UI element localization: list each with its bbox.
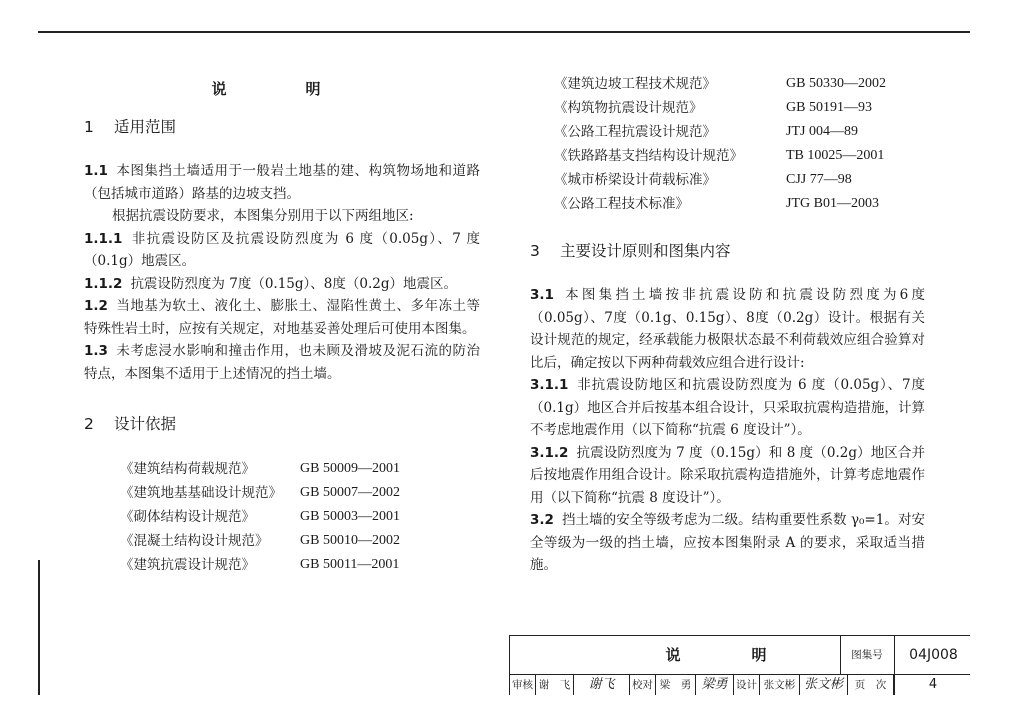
clause-3-1-1-text: 非抗震设防地区和抗震设防烈度为 6 度（0.05g）、7度（0.1g）地区合并后按基本组合设计，只采取抗震构造措施，计算不考虑地震作用（以下简称“抗震 6 度设计”）。 (530, 377, 925, 438)
standard-row (84, 457, 480, 481)
standard-code: CJJ 77—98 (786, 172, 852, 187)
clause-3-1-2-text: 抗震设防烈度为 7 度（0.15g）和 8 度（0.2g）地区合并后按地震作用组合设计。除采取抗震构造措施外，计算考虑地震作用（以下简称“抗震 8 度设计”）。 (530, 444, 925, 506)
clause-1-1-2-number: 1.1.2 (84, 275, 123, 292)
standard-code: GB 50191—93 (786, 100, 872, 115)
standard-row (530, 96, 925, 120)
atlas-number: 04J008 (894, 636, 972, 674)
right-column (530, 72, 925, 577)
clause-1-2 (84, 295, 480, 340)
section-2-heading (84, 413, 480, 437)
checker-name: 梁 勇 (656, 675, 696, 695)
section-2-title: 设计依据 (114, 415, 177, 433)
standard-name: 《建筑边坡工程技术规范》 (554, 76, 716, 92)
standard-name: 《建筑结构荷载规范》 (120, 461, 255, 477)
clause-3-1-text: 本图集挡土墙按非抗震设防和抗震设防烈度为6度（0.05g）、7度（0.1g、0.15g）、8度（0.2g）设计。根据有关设计规范的规定，经承载能力极限状态最不利荷载效应组合验算对比后，确定按以下两种荷载效应组合进行设计: (530, 287, 925, 371)
standard-row (530, 72, 925, 96)
atlas-number-label: 图集号 (851, 649, 883, 661)
clause-3-1-1-number: 3.1.1 (530, 377, 569, 393)
section-3-heading (530, 240, 925, 264)
review-label: 审核 (510, 675, 536, 695)
clause-3-1-2-number: 3.1.2 (530, 444, 569, 461)
section-3-title: 主要设计原则和图集内容 (560, 242, 731, 260)
standard-code: GB 50003—2001 (300, 509, 400, 524)
clause-3-2-text: 挡土墙的安全等级考虑为二级。结构重要性系数 γ₀=1。对安全等级为一级的挡土墙，应按本图集附录 A 的要求，采取适当措施。 (530, 512, 925, 573)
clause-3-1-2 (530, 442, 925, 510)
title-block-header (510, 636, 970, 675)
frame-top-line (38, 31, 970, 33)
standards-list-right (530, 72, 925, 216)
clause-3-2-number: 3.2 (530, 512, 554, 528)
standard-name: 《建筑地基基础设计规范》 (120, 485, 282, 501)
clause-1-2-text: 当地基为软土、液化土、膨胀土、湿陷性黄土、多年冻土等特殊性岩土时，应按有关规定，对地基妥善处理后可使用本图集。 (84, 298, 480, 337)
standard-name: 《铁路路基支挡结构设计规范》 (554, 148, 743, 164)
standard-code: GB 50010—2002 (300, 533, 400, 548)
section-1-heading (84, 116, 480, 140)
standard-code: TB 10025—2001 (786, 148, 885, 163)
standard-code: GB 50330—2002 (786, 76, 886, 91)
frame-left-line (38, 560, 40, 695)
standard-row (530, 192, 925, 216)
left-column (84, 78, 480, 577)
standard-name: 《公路工程技术标准》 (554, 196, 689, 212)
title-block-signatures (510, 675, 970, 695)
check-label: 校对 (630, 675, 656, 695)
clause-3-2 (530, 509, 925, 577)
section-3-number: 3 (530, 242, 540, 260)
standard-name: 《建筑抗震设计规范》 (120, 557, 255, 573)
clause-3-1-1 (530, 374, 925, 442)
clause-3-1-number: 3.1 (530, 287, 554, 303)
section-1-number: 1 (84, 118, 94, 136)
clause-1-1-number: 1.1 (84, 163, 108, 179)
clause-1-1-2-text: 抗震设防烈度为 7度（0.15g）、8度（0.2g）地震区。 (130, 275, 457, 292)
design-label: 设计 (734, 675, 760, 695)
standard-row (530, 144, 925, 168)
standard-code: GB 50009—2001 (300, 461, 400, 476)
standards-list-left (84, 457, 480, 577)
section-2-number: 2 (84, 415, 94, 433)
title-block-title: 说 明 (665, 646, 795, 664)
clause-1-1-1-number: 1.1.1 (84, 230, 123, 247)
clause-1-2-number: 1.2 (84, 298, 108, 314)
clause-1-3 (84, 340, 480, 385)
clause-1-1 (84, 160, 480, 205)
standard-row (84, 505, 480, 529)
page-number: 4 (894, 675, 971, 695)
clause-1-1-1 (84, 228, 480, 273)
standard-code: GB 50011—2001 (300, 557, 400, 572)
standard-name: 《公路工程抗震设计规范》 (554, 124, 716, 140)
page-label: 页 次 (848, 675, 894, 695)
clause-1-1-2 (84, 273, 480, 296)
standard-name: 《砌体结构设计规范》 (120, 509, 255, 525)
standard-name: 《构筑物抗震设计规范》 (554, 100, 703, 116)
clause-1-1-text: 本图集挡土墙适用于一般岩土地基的建、构筑物场地和道路（包括城市道路）路基的边坡支挡。 (84, 163, 480, 202)
standard-row (84, 529, 480, 553)
standard-row (84, 481, 480, 505)
reviewer-signature: 谢飞 (574, 675, 630, 695)
clause-3-1 (530, 284, 925, 374)
designer-signature: 张文彬 (800, 675, 848, 695)
page-title: 说 明 (211, 80, 353, 98)
clause-1-1-1-text: 非抗震设防区及抗震设防烈度为 6 度（0.05g）、7 度（0.1g）地震区。 (84, 230, 480, 269)
designer-name: 张文彬 (760, 675, 800, 695)
standard-name: 《混凝土结构设计规范》 (120, 533, 269, 549)
clause-1-intro: 根据抗震设防要求，本图集分别用于以下两组地区: (112, 208, 414, 224)
standard-code: JTG B01—2003 (786, 196, 879, 211)
standard-code: GB 50007—2002 (300, 485, 400, 500)
reviewer-name: 谢 飞 (536, 675, 574, 695)
standard-code: JTJ 004—89 (786, 124, 858, 139)
clause-1-3-number: 1.3 (84, 343, 108, 359)
standard-name: 《城市桥梁设计荷载标准》 (554, 172, 716, 188)
standard-row (84, 553, 480, 577)
standard-row (530, 120, 925, 144)
title-block (509, 635, 970, 695)
checker-signature: 梁勇 (696, 675, 734, 695)
clause-1-3-text: 未考虑浸水影响和撞击作用，也未顾及滑坡及泥石流的防治特点，本图集不适用于上述情况的挡土墙。 (84, 343, 480, 382)
standard-row (530, 168, 925, 192)
section-1-title: 适用范围 (114, 118, 177, 136)
